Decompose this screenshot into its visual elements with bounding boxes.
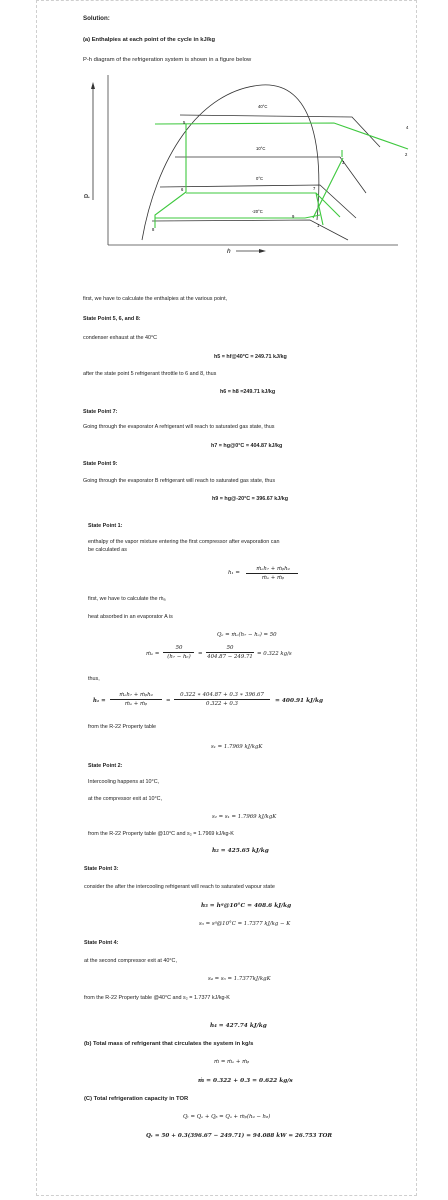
ma-result: = 0.322 kg/s bbox=[257, 651, 292, 657]
from-table: from the R-22 Property table bbox=[88, 724, 157, 730]
m-eq2: ṁ = 0.322 + 0.3 = 0.622 kg/s bbox=[198, 1078, 293, 1084]
sp4-l1: at the second compressor exit at 40°C, bbox=[84, 958, 177, 964]
cond-exhaust: condenser exhaust at the 40°C bbox=[83, 335, 158, 341]
s1-eq: s₁ = 1.7969 kJ/kgK bbox=[211, 744, 263, 750]
m-eq1: ṁ = ṁₐ + ṁᵦ bbox=[214, 1059, 250, 1065]
sp568-title: State Point 5, 6, and 8: bbox=[83, 316, 141, 322]
sp1-title: State Point 1: bbox=[88, 523, 123, 529]
sp3-title: State Point 3: bbox=[84, 866, 119, 872]
ma-num1: 50 bbox=[175, 645, 183, 651]
point-label-9: 9 bbox=[292, 214, 295, 219]
part-b-title: (b) Total mass of refrigerant that circulates the system in kg/s bbox=[84, 1041, 254, 1047]
ma-num2: 50 bbox=[226, 645, 234, 651]
intro-line: first, we have to calculate the enthalpies at the various point, bbox=[83, 296, 228, 302]
sp2-l1: Intercooling happens at 10°C, bbox=[88, 779, 160, 785]
sp7-title: State Point 7: bbox=[83, 409, 118, 415]
h4-eq: h₄ = 427.74 kJ/kg bbox=[210, 1023, 267, 1029]
iso-label-40: 40°C bbox=[258, 104, 268, 109]
sp4-title: State Point 4: bbox=[84, 940, 119, 946]
point-label-6: 6 bbox=[181, 187, 184, 192]
h1-calc-num2: 0.322 ∗ 404.87 + 0.3 ∗ 396.67 bbox=[180, 692, 264, 698]
h1-formula-num: ṁₐh₇ + ṁᵦh₉ bbox=[256, 566, 290, 572]
h1-calc-den2: 0.322 + 0.3 bbox=[206, 701, 238, 707]
sp2-l3: from the R-22 Property table @10°C and s₂ = 1.7969 kJ/kg-K bbox=[88, 831, 234, 837]
h1-calc-den1: ṁₐ + ṁᵦ bbox=[124, 701, 148, 707]
h1-calc-num1: ṁₐh₇ + ṁᵦh₉ bbox=[119, 692, 153, 698]
sp7-text: Going through the evaporator A refrigerant will reach to saturated gas state, thus bbox=[83, 424, 275, 430]
ma-equals: = bbox=[198, 651, 203, 657]
sp4-l2: from the R-22 Property table @40°C and s₂ = 1.7377 kJ/kg-K bbox=[84, 995, 230, 1001]
sp3-text: consider the after the intercooling refrigerant will reach to saturated vapour state bbox=[84, 884, 275, 890]
h3-eq: h₃ = hᵍ@10°C = 408.6 kJ/kg bbox=[201, 903, 292, 909]
qa-eq: Qₐ = ṁₐ(h₇ − hₐ) = 50 bbox=[217, 632, 277, 638]
s3-eq: s₃ = sᵍ@10°C = 1.7377 kJ/kg − K bbox=[199, 921, 291, 927]
ma-bar2 bbox=[206, 652, 254, 653]
ph-diagram bbox=[80, 70, 420, 285]
axis-h-label: h bbox=[227, 248, 231, 255]
ma-lhs: ṁₐ = bbox=[146, 651, 160, 657]
sp9-text: Going through the evaporator B refrigerant will reach to saturated gas state, thus bbox=[83, 478, 276, 484]
sp1-text2: be calculated as bbox=[88, 547, 127, 553]
h1-calc-bar2 bbox=[174, 699, 270, 700]
iso-label-m20: -20°C bbox=[252, 209, 263, 214]
point-label-3: 3 bbox=[342, 160, 345, 165]
qt-eq1: Qₜ = Qₐ + Qᵦ = Qₐ + ṁᵦ(h₉ − h₈) bbox=[183, 1114, 271, 1120]
sp2-l2: at the compressor exit at 10°C, bbox=[88, 796, 163, 802]
point-label-8: 8 bbox=[152, 227, 155, 232]
s2-eq: s₂ = s₁ = 1.7969 kJ/kgK bbox=[212, 814, 277, 820]
h5-eq: h5 = hf@40°C = 249.71 kJ/kg bbox=[214, 354, 287, 360]
point-label-2: 2 bbox=[405, 152, 408, 157]
point-label-4: 4 bbox=[406, 125, 409, 130]
point-label-1: 1 bbox=[317, 223, 320, 228]
h1-calc-equals: = bbox=[166, 698, 171, 704]
point-label-7: 7 bbox=[313, 186, 316, 191]
h1-calc-lhs: h₁ = bbox=[93, 698, 106, 704]
h6-eq: h6 = h8 =249.71 kJ/kg bbox=[220, 389, 276, 395]
sp1-text1: enthalpy of the vapor mixture entering the first compressor after evaporation can bbox=[88, 539, 280, 545]
h1-calc-bar1 bbox=[110, 699, 162, 700]
thus-label: thus, bbox=[88, 676, 100, 682]
point-label-5: 5 bbox=[183, 120, 186, 125]
qt-eq2: Qₜ = 50 + 0.3(396.67 − 249.71) = 94.088 kW = 26.753 TOR bbox=[146, 1133, 333, 1139]
h7-eq: h7 = hg@0°C = 404.87 kJ/kg bbox=[211, 443, 283, 449]
part-a-title: (a) Enthalpies at each point of the cycle in kJ/kg bbox=[83, 37, 216, 43]
ph-intro: P-h diagram of the refrigeration system is shown in a figure below bbox=[83, 57, 252, 63]
ma-den2: 404.87 − 249.71 bbox=[207, 654, 253, 660]
heat-absorbed: heat absorbed in an evaporator A is bbox=[88, 614, 173, 620]
h1-formula-bar bbox=[246, 573, 298, 574]
solution-heading: Solution: bbox=[83, 15, 110, 22]
h2-eq: h₂ = 425.65 kJ/kg bbox=[212, 848, 269, 854]
throttle-line: after the state point 5 refrigerant throttle to 6 and 8, thus bbox=[83, 371, 217, 377]
s4-eq: s₄ = s₃ = 1.7377kJ/kgK bbox=[208, 976, 271, 982]
first-calc-ma: first, we have to calculate the ṁₐ bbox=[88, 596, 166, 602]
part-c-title: (C) Total refrigeration capacity in TOR bbox=[84, 1096, 189, 1102]
h9-eq: h9 = hg@-20°C = 396.67 kJ/kg bbox=[212, 496, 289, 502]
h1-formula-lhs: h₁ = bbox=[228, 570, 240, 576]
h1-result: = 400.91 kJ/kg bbox=[275, 698, 324, 704]
axis-p-label: p bbox=[83, 194, 90, 198]
ma-den1: (h₇ − h₆) bbox=[167, 654, 191, 660]
h1-formula-den: ṁₐ + ṁᵦ bbox=[261, 575, 285, 581]
sp9-title: State Point 9: bbox=[83, 461, 118, 467]
ma-bar1 bbox=[163, 652, 194, 653]
iso-label-10: 10°C bbox=[256, 146, 266, 151]
sp2-title: State Point 2: bbox=[88, 763, 123, 769]
iso-label-0: 0°C bbox=[256, 176, 264, 181]
